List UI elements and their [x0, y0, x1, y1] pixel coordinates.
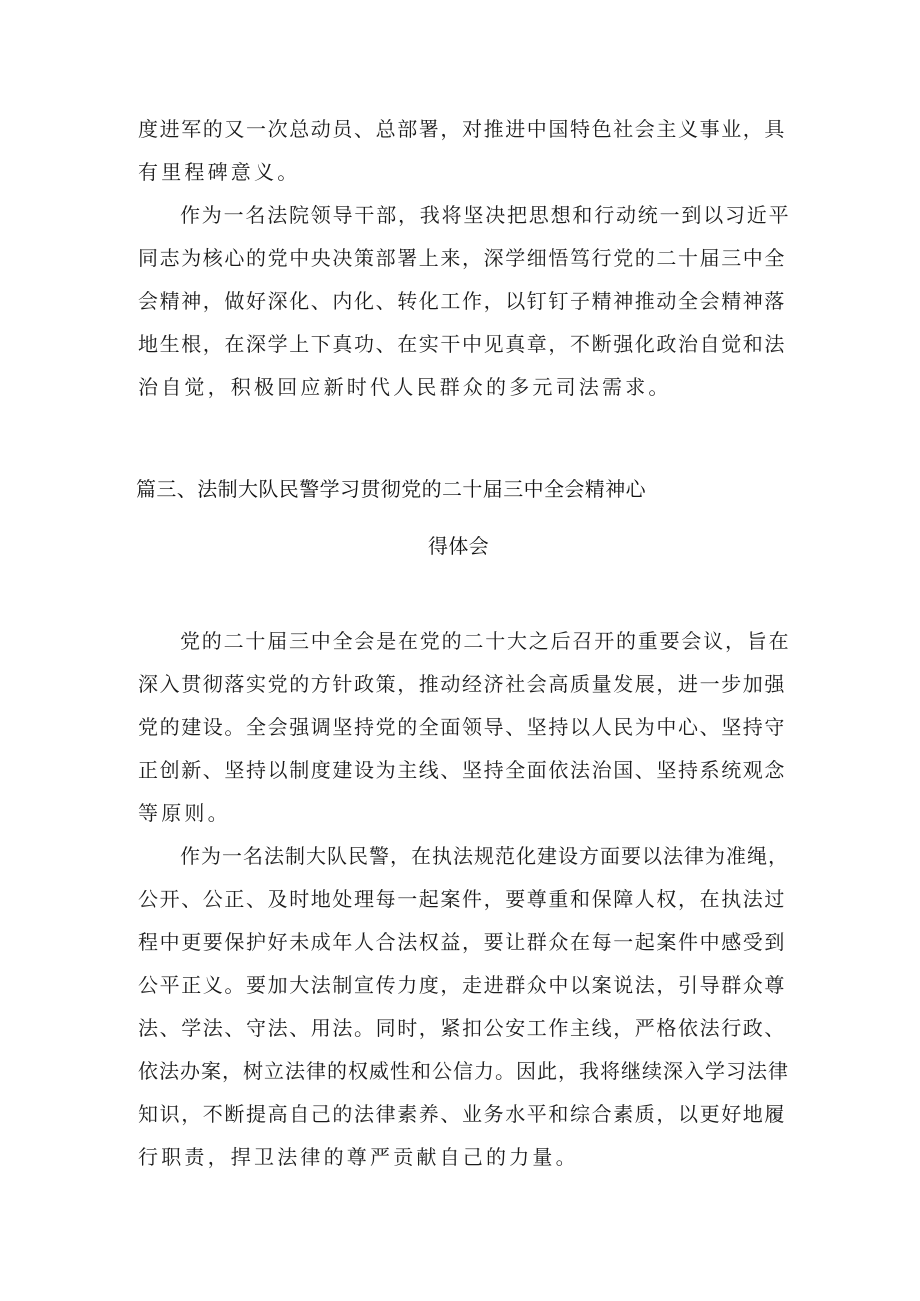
- text-line: 会精神，做好深化、内化、转化工作，以钉钉子精神推动全会精神落: [138, 289, 786, 313]
- text-line: 深入贯彻落实党的方针政策，推动经济社会高质量发展，进一步加强: [138, 672, 786, 696]
- text-line: 公平正义。要加大法制宣传力度，走进群众中以案说法，引导群众尊: [138, 973, 786, 997]
- text-line: 度进军的又一次总动员、总部署，对推进中国特色社会主义事业，具: [138, 117, 786, 141]
- text-line: 知识，不断提高自己的法律素养、业务水平和综合素质，以更好地履: [138, 1102, 786, 1126]
- text-line: 作为一名法制大队民警，在执法规范化建设方面要以法律为准绳，: [180, 844, 789, 868]
- text-line: 正创新、坚持以制度建设为主线、坚持全面依法治国、坚持系统观念: [138, 758, 786, 782]
- text-line: 党的二十届三中全会是在党的二十大之后召开的重要会议，旨在: [180, 629, 791, 653]
- text-line: 程中更要保护好未成年人合法权益，要让群众在每一起案件中感受到: [138, 930, 786, 954]
- text-line: 依法办案，树立法律的权威性和公信力。因此，我将继续深入学习法律: [138, 1059, 789, 1083]
- text-line: 党的建设。全会强调坚持党的全面领导、坚持以人民为中心、坚持守: [138, 715, 786, 739]
- section-heading-line: 篇三、法制大队民警学习贯彻党的二十届三中全会精神心: [136, 477, 646, 501]
- text-line: 地生根，在深学上下真功、在实干中见真章，不断强化政治自觉和法: [138, 332, 786, 356]
- text-line: 同志为核心的党中央决策部署上来，深学细悟笃行党的二十届三中全: [138, 246, 786, 270]
- text-line: 有里程碑意义。: [138, 160, 301, 184]
- text-line: 法、学法、守法、用法。同时，紧扣公安工作主线，严格依法行政、: [138, 1016, 786, 1040]
- section-heading-line: 得体会: [428, 534, 490, 558]
- text-line: 作为一名法院领导干部，我将坚决把思想和行动统一到以习近平: [180, 203, 791, 227]
- text-line: 等原则。: [138, 801, 231, 825]
- text-line: 公开、公正、及时地处理每一起案件，要尊重和保障人权，在执法过: [138, 887, 786, 911]
- text-line: 治自觉，积极回应新时代人民群众的多元司法需求。: [138, 375, 672, 399]
- text-line: 行职责，捍卫法律的尊严贡献自己的力量。: [138, 1145, 579, 1169]
